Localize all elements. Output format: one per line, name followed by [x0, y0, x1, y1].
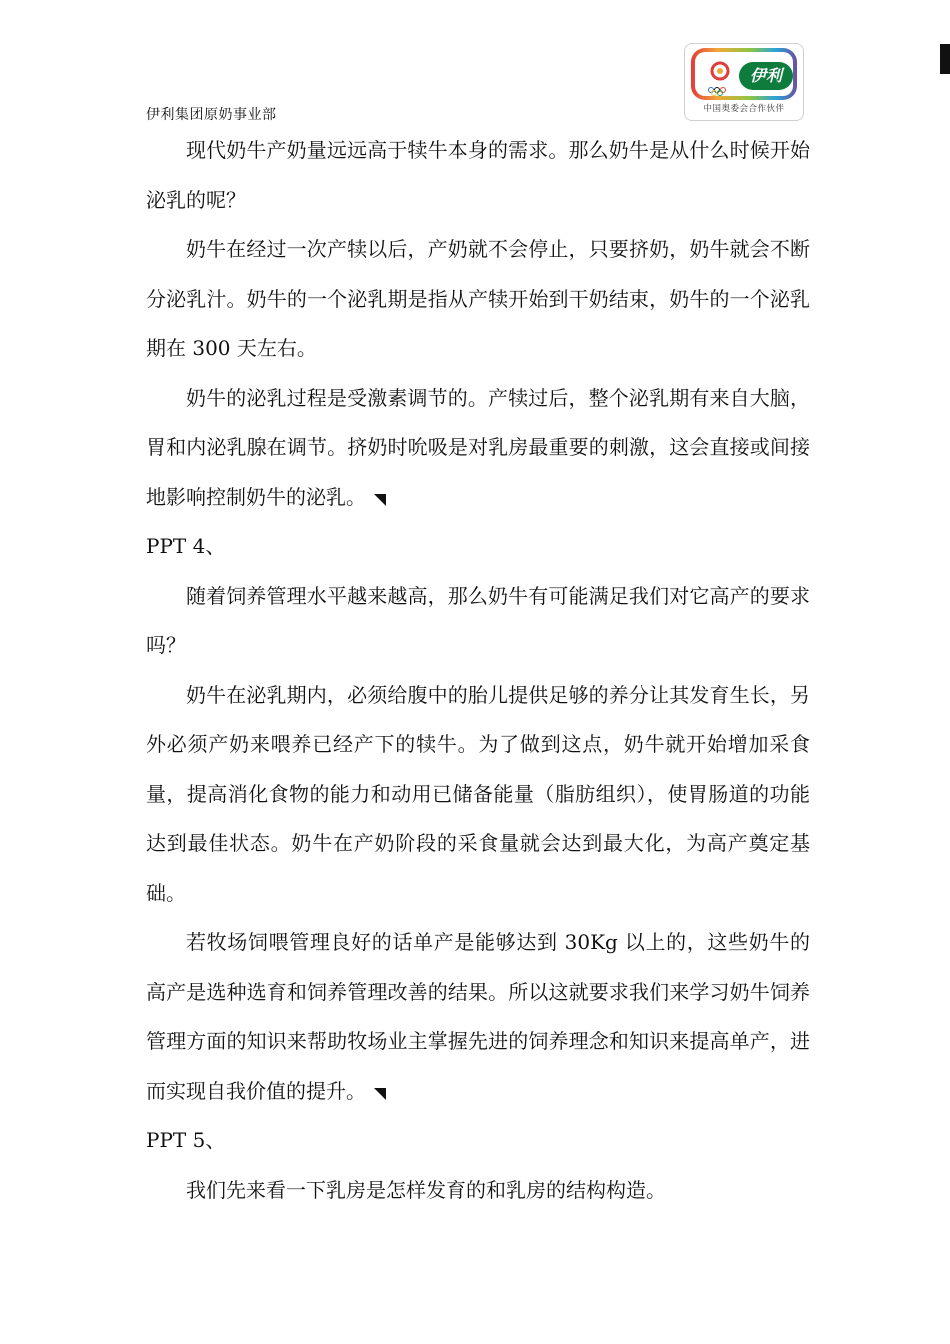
logo-brand: 伊利 [739, 62, 793, 90]
header-department: 伊利集团原奶事业部 [146, 107, 277, 123]
logo-tagline: 中国奥委会合作伙伴 [703, 104, 785, 114]
logo-frame [691, 48, 797, 100]
paragraph: 奶牛在经过一次产犊以后，产奶就不会停止，只要挤奶，奶牛就会不断分泌乳汁。奶牛的一个泌乳期是指从产犊开始到干奶结束，奶牛的一个泌乳期在 300 天左右。 [146, 237, 810, 360]
paragraph: 我们先来看一下乳房是怎样发育的和乳房的结构构造。 [186, 1177, 666, 1202]
paragraph [146, 918, 810, 1116]
paragraph: 奶牛在泌乳期内，必须给腹中的胎儿提供足够的养分让其发育生长，另外必须产奶来喂养已经产下的犊牛。为了做到这点，奶牛就开始增加采食量，提高消化食物的能力和动用已储备能量（脂肪组织），使胃肠道的功能达到最佳状态。奶牛在产奶阶段的采食量就会达到最大化，为高产奠定基础。 [146, 682, 810, 905]
section-heading: PPT 4、 [146, 534, 226, 558]
edge-marker [940, 44, 950, 74]
paragraph: 随着饲养管理水平越来越高，那么奶牛有可能满足我们对它高产的要求吗？ [146, 583, 810, 657]
paragraph-text: 若牧场饲喂管理良好的话单产是能够达到 30Kg 以上的，这些奶牛的高产是选种选育和饲养管理改善的结果。所以这就要求我们来学习奶牛饲养管理方面的知识来帮助牧场业主掌握先进的饲养理念和知识来提高单产，进而实现自我价值的提升。 [146, 930, 810, 1103]
paragraph [146, 374, 810, 523]
olympic-rings-icon [705, 60, 735, 96]
document-body [146, 126, 810, 1215]
corner-mark-icon [374, 1088, 386, 1100]
corner-mark-icon [374, 494, 386, 506]
section-heading: PPT 5、 [146, 1128, 226, 1152]
paragraph: 现代奶牛产奶量远远高于犊牛本身的需求。那么奶牛是从什么时候开始泌乳的呢？ [146, 138, 810, 212]
yili-logo [684, 43, 804, 121]
paragraph-text: 奶牛的泌乳过程是受激素调节的。产犊过后，整个泌乳期有来自大脑，胃和内泌乳腺在调节。挤奶时吮吸是对乳房最重要的刺激，这会直接或间接地影响控制奶牛的泌乳。 [146, 385, 810, 509]
